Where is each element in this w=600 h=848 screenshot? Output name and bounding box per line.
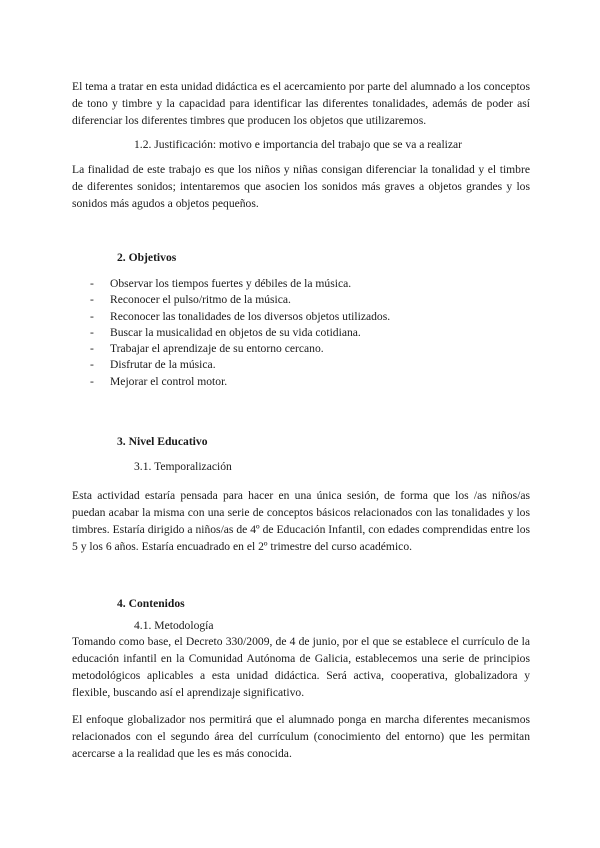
section-3-heading: 3. Nivel Educativo	[117, 435, 208, 448]
objectives-list	[90, 276, 390, 390]
section-3-1-paragraph: Esta actividad estaría pensada para hacer en una única sesión, de forma que los /as niños/as puedan acabar la misma con una serie de conceptos básicos relacionados con las tonalidades y los timbres. Estaría dirigido a niños/as de 4º de Educación Infantil, con edades comprendidas entre los 5 y los 6 años. Estaría encuadrado en el 2º trimestre del curso académico.	[72, 489, 530, 553]
intro-paragraph: El tema a tratar en esta unidad didáctica es el acercamiento por parte del alumnado a los conceptos de tono y timbre y la capacidad para identificar las diferentes tonalidades, además de poder así diferenciar los diferentes timbres que producen los objetos que utilizaremos.	[72, 80, 530, 127]
objective-text: Reconocer las tonalidades de los diversos objetos utilizados.	[110, 309, 391, 323]
bullet-dash: -	[90, 325, 94, 339]
section-3-1-heading: 3.1. Temporalización	[134, 460, 232, 473]
bullet-dash: -	[90, 293, 94, 307]
objective-text: Buscar la musicalidad en objetos de su vida cotidiana.	[110, 325, 361, 339]
section-4-1-paragraph-2: El enfoque globalizador nos permitirá que el alumnado ponga en marcha diferentes mecanismos relacionados con el segundo área del currículum (conocimiento del entorno) que les permitan acercarse a la realidad que les es más conocida.	[72, 713, 530, 760]
objective-text: Reconocer el pulso/ritmo de la música.	[110, 293, 291, 307]
list-item	[90, 374, 390, 390]
list-item	[90, 276, 390, 292]
list-item	[90, 292, 390, 308]
bullet-dash: -	[90, 374, 94, 388]
list-item	[90, 325, 390, 341]
list-item	[90, 309, 390, 325]
section-2-heading: 2. Objetivos	[117, 251, 177, 264]
section-4-1-heading: 4.1. Metodología	[134, 619, 214, 632]
list-item	[90, 357, 390, 373]
objective-text: Trabajar el aprendizaje de su entorno cercano.	[110, 342, 324, 356]
section-4-1-paragraph-1: Tomando como base, el Decreto 330/2009, de 4 de junio, por el que se establece el currículo de la educación infantil en la Comunidad Autónoma de Galicia, establecemos una serie de principios metodológicos aplicables a esta unidad didáctica. Será activa, cooperativa, globalizadora y flexible, buscando así el aprendizaje significativo.	[72, 635, 530, 699]
bullet-dash: -	[90, 342, 94, 356]
section-1-2-heading: 1.2. Justificación: motivo e importancia del trabajo que se va a realizar	[134, 138, 463, 151]
bullet-dash: -	[90, 358, 94, 372]
bullet-dash: -	[90, 309, 94, 323]
section-4-heading: 4. Contenidos	[117, 597, 185, 610]
objective-text: Disfrutar de la música.	[110, 358, 216, 372]
objective-text: Mejorar el control motor.	[110, 374, 228, 388]
objective-text: Observar los tiempos fuertes y débiles de la música.	[110, 277, 352, 290]
bullet-dash: -	[90, 277, 94, 290]
section-1-2-paragraph: La finalidad de este trabajo es que los niños y niñas consigan diferenciar la tonalidad y el timbre de diferentes sonidos; intentaremos que asocien los sonidos más graves a objetos grandes y los sonidos más agudos a objetos pequeños.	[72, 163, 530, 210]
list-item	[90, 341, 390, 357]
